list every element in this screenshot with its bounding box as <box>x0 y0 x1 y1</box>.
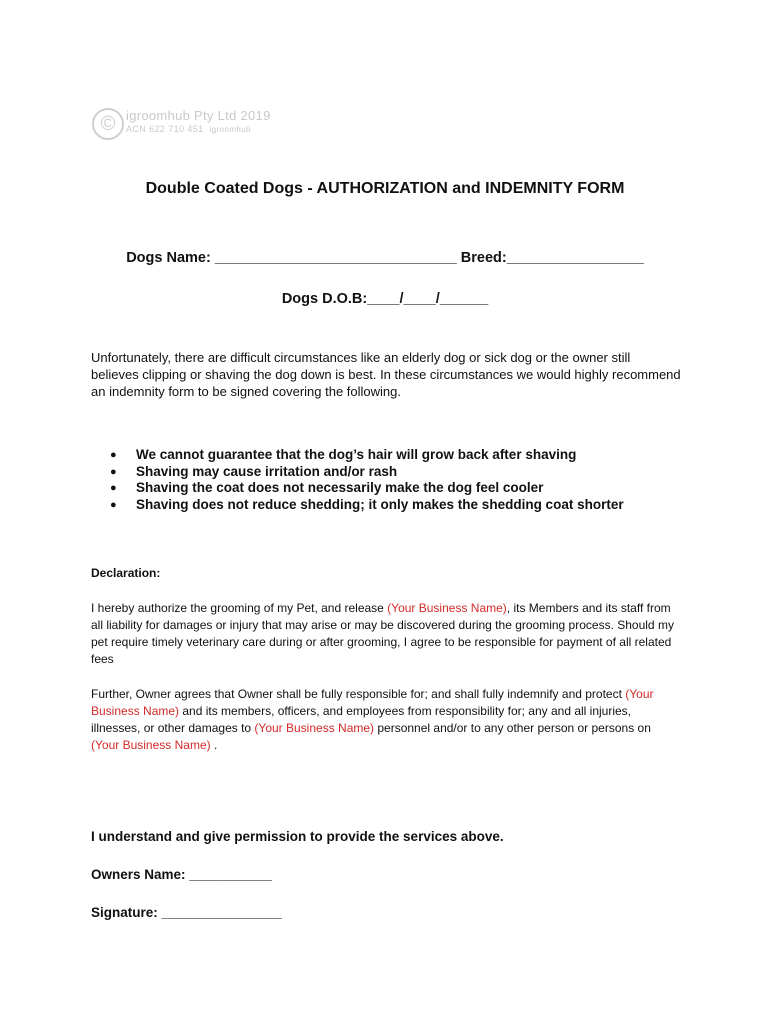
consent-statement: I understand and give permission to provide the services above. <box>91 829 504 844</box>
signature-field[interactable]: Signature: ________________ <box>91 905 282 920</box>
text-span: and its members, officers, and employees from responsibility for; any and all injuries, illnesses, or other damages to <box>91 704 632 735</box>
declaration-paragraph-2 <box>91 686 681 754</box>
business-name-placeholder[interactable]: (Your Business Name) <box>254 721 375 735</box>
bullet-text: We cannot guarantee that the dog’s hair will grow back after shaving <box>136 447 577 462</box>
bullet-text: Shaving the coat does not necessarily make the dog feel cooler <box>136 480 544 495</box>
bullet-icon: ● <box>110 482 117 494</box>
watermark-acn <box>126 124 251 134</box>
declaration-paragraph-1 <box>91 600 681 668</box>
text-span: . <box>210 738 218 752</box>
business-name-placeholder[interactable]: (Your Business Name) <box>387 601 507 615</box>
text-span: I hereby authorize the grooming of my Pet, and release <box>91 601 388 615</box>
bullet-icon: ● <box>110 498 117 511</box>
bullet-text: Shaving may cause irritation and/or rash <box>136 463 398 479</box>
owners-name-field[interactable]: Owners Name: ___________ <box>91 867 272 882</box>
text-span: personnel and/or to any other person or persons on <box>374 721 651 735</box>
list-item <box>108 497 624 514</box>
bullet-text: Shaving does not reduce shedding; it only makes the shedding coat shorter <box>136 496 624 512</box>
bullet-icon: ● <box>110 465 117 478</box>
copyright-icon: © <box>92 108 124 140</box>
bullet-icon: ● <box>110 449 117 461</box>
list-item <box>108 447 624 464</box>
watermark-brand: igroomhub <box>209 125 251 134</box>
text-span: , its Members and its staff from all liability for damages or injury that may arise or may be discovered during the grooming process. Should my pet require timely veterinary care during or after grooming, I agree to be responsible for payment of all related fees <box>91 601 674 666</box>
watermark-acn-number: ACN 622 710 451 <box>126 124 204 134</box>
business-name-placeholder[interactable]: (Your Business Name) <box>91 738 211 752</box>
form-title: Double Coated Dogs - AUTHORIZATION and INDEMNITY FORM <box>145 180 625 197</box>
list-item <box>108 480 624 497</box>
intro-paragraph: Unfortunately, there are difficult circumstances like an elderly dog or sick dog or the owner still believes clipping or shaving the dog down is best. In these circumstances we would highly recommend an indemnity form to be signed covering the following. <box>91 350 681 399</box>
watermark-company: igroomhub Pty Ltd 2019 <box>126 108 271 123</box>
text-span: Further, Owner agrees that Owner shall be fully responsible for; and shall fully indemnify and protect <box>91 687 626 701</box>
dog-name-breed-field[interactable]: Dogs Name: ______________________________ Breed:_________________ <box>126 250 644 266</box>
dog-dob-field[interactable]: Dogs D.O.B:____/____/______ <box>281 291 489 307</box>
warning-list <box>108 447 624 513</box>
list-item <box>108 464 624 481</box>
business-name-placeholder[interactable]: (Your Business Name) <box>91 687 654 718</box>
declaration-heading: Declaration: <box>91 566 161 580</box>
